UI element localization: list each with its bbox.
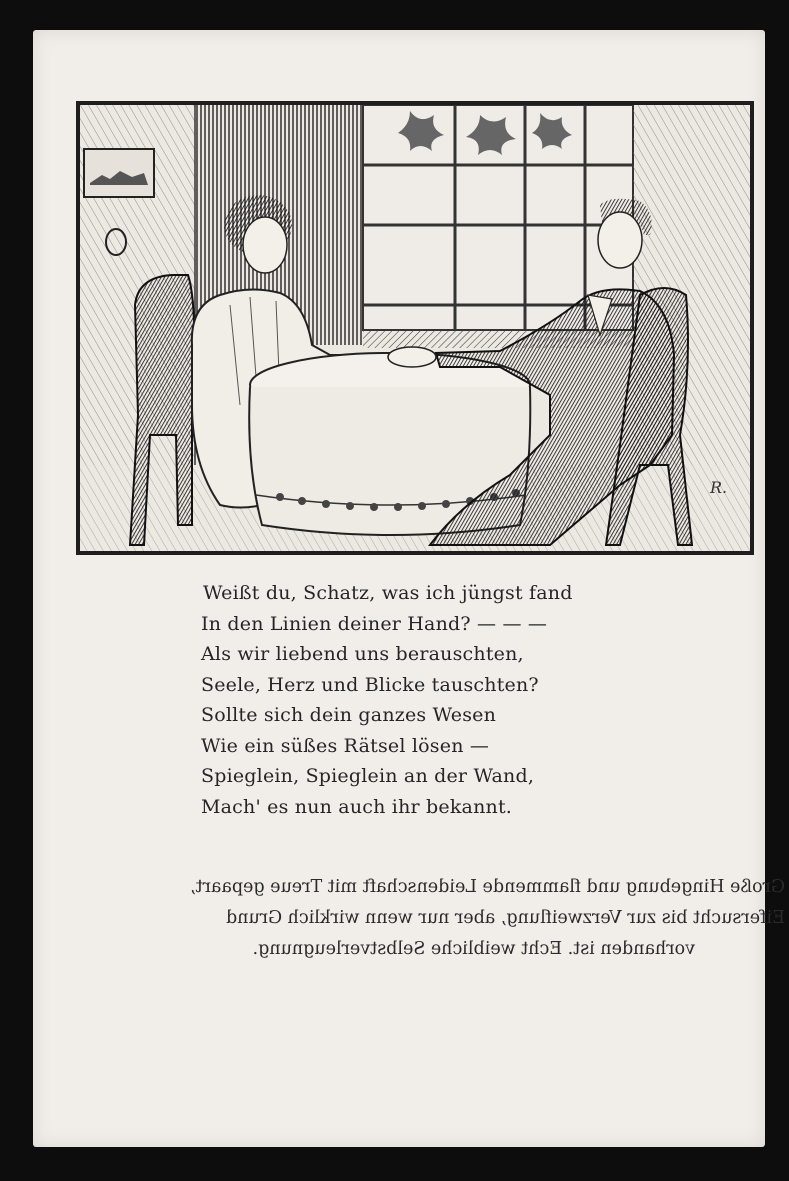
man-face bbox=[598, 212, 642, 268]
mirrored-line: Eifersucht bis zur Verzweiflung, aber nur wenn wirklich Grund bbox=[226, 908, 785, 928]
poem-line: Seele, Herz und Blicke tauschten? bbox=[201, 673, 539, 696]
illustration-drawing bbox=[80, 105, 750, 551]
poem-line: Wie ein süßes Rätsel lösen — bbox=[201, 734, 490, 757]
poem-line: In den Linien deiner Hand? — — — bbox=[201, 612, 548, 635]
couple-illustration bbox=[76, 101, 754, 555]
mirrored-line: vorhanden ist. Echt weibliche Selbstverleugnung. bbox=[252, 939, 695, 959]
artist-signature: R. bbox=[710, 478, 728, 497]
poem-line: Mach' es nun auch ihr bekannt. bbox=[201, 795, 513, 818]
poem-line: Sollte sich dein ganzes Wesen bbox=[201, 704, 497, 726]
mirrored-text bbox=[95, 872, 785, 965]
postcard bbox=[33, 30, 785, 1147]
poem bbox=[201, 578, 641, 822]
poem-line: Als wir liebend uns berauschten, bbox=[201, 643, 524, 665]
woman-face bbox=[243, 217, 287, 273]
clasped-hands bbox=[388, 347, 436, 367]
poem-line: Spieglein, Spieglein an der Wand, bbox=[201, 765, 535, 787]
poem-line: Weißt du, Schatz, was ich jüngst fand bbox=[203, 582, 573, 604]
mirrored-line: Große Hingebung und flammende Leidenschaft mit Treue gepaart, bbox=[190, 877, 785, 897]
